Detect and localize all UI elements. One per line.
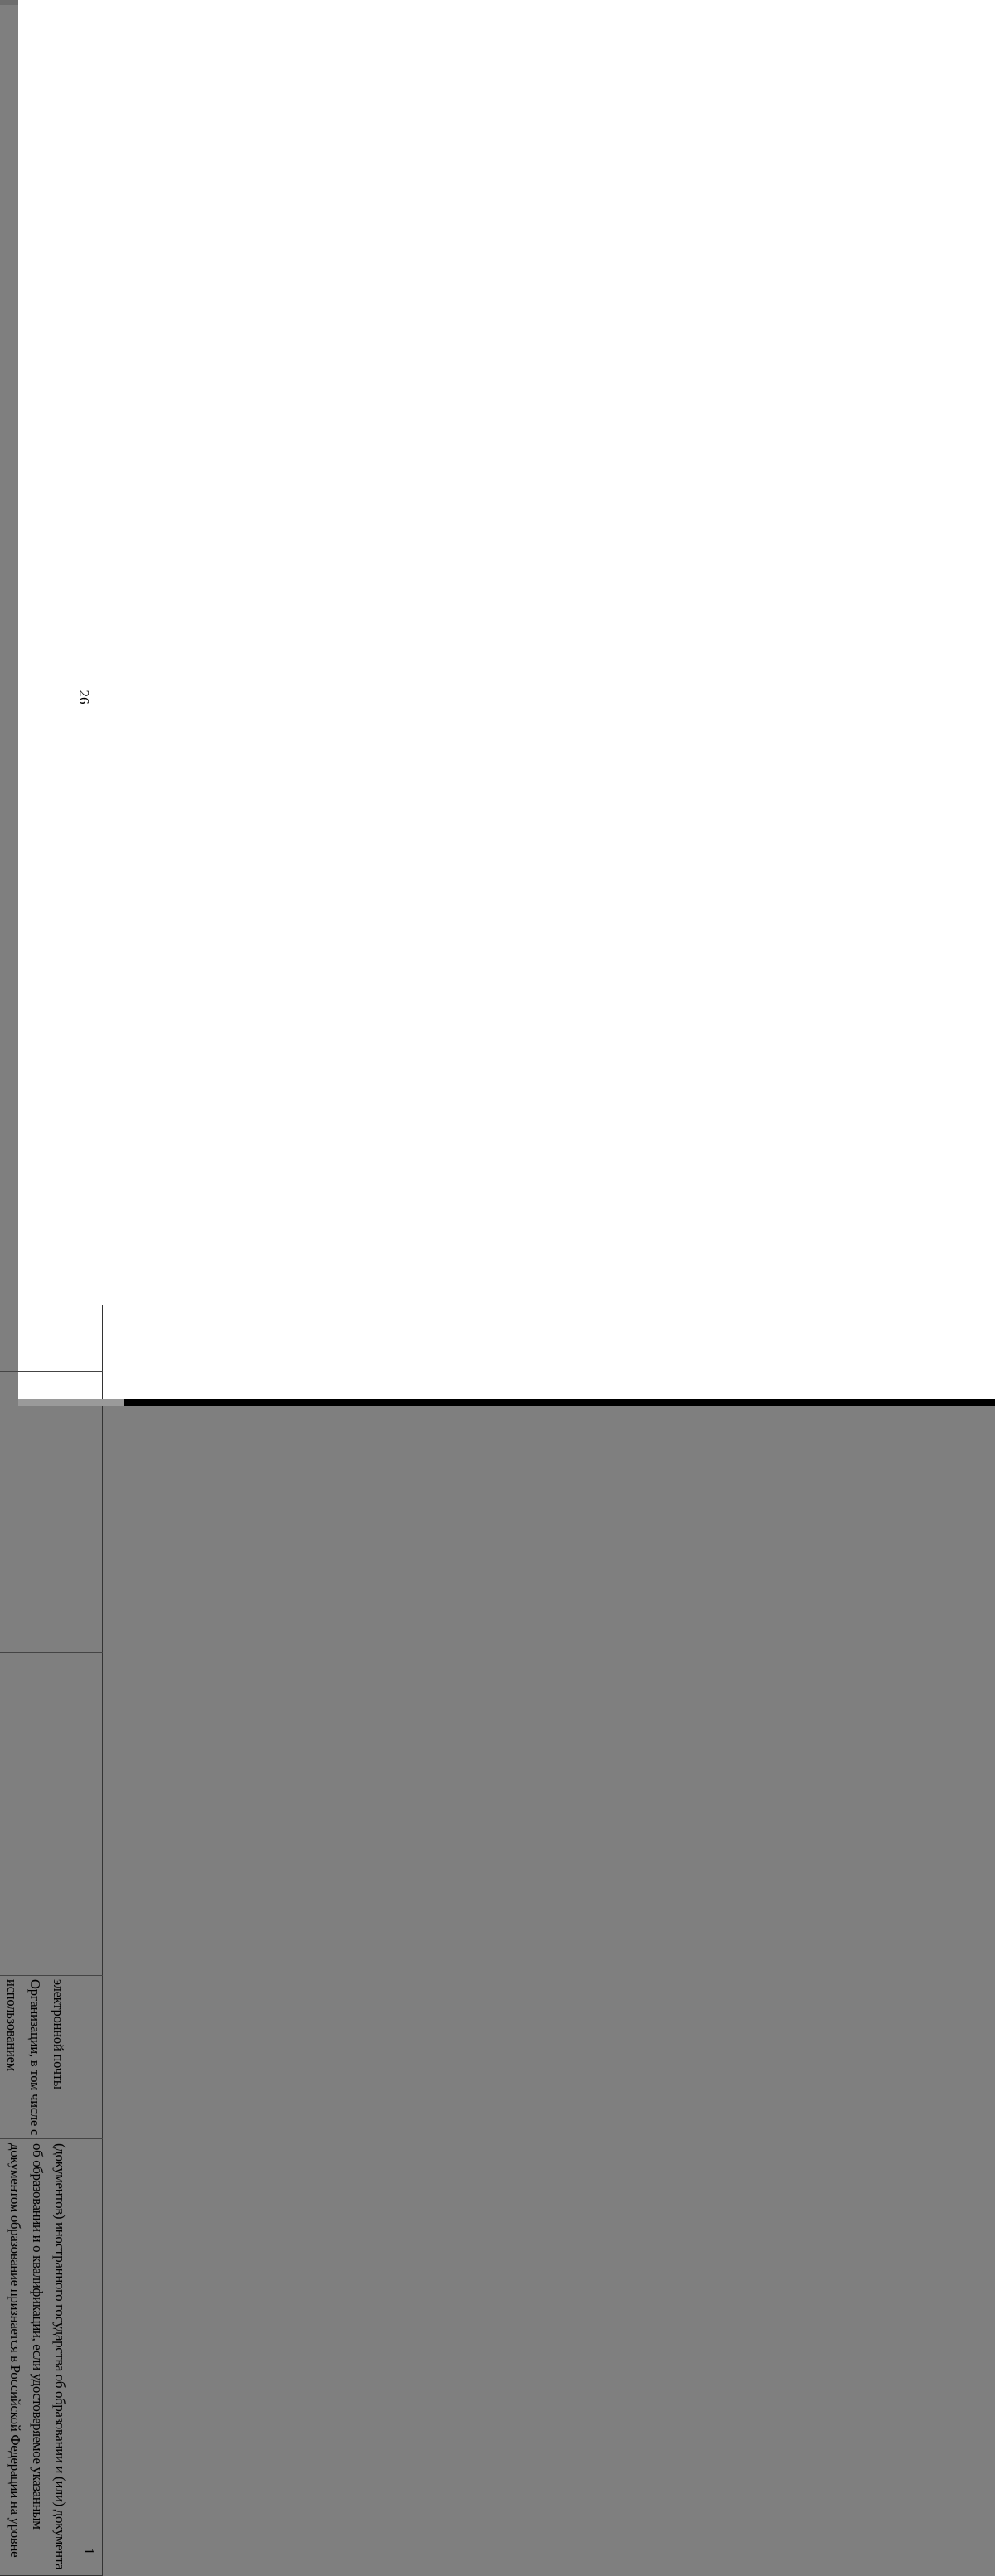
column-divider <box>0 1975 103 1976</box>
document-page <box>18 0 995 1402</box>
rotated-table <box>0 1305 103 2576</box>
viewer-bottom-bar <box>124 1399 995 1406</box>
requirement-cell-a: (документов) иностранного государства об образовании и (или) документа об образовании и о квалификации, если удостоверяемое указанным документом образование признается в Российской Федерации на уровне <box>7 2143 68 2570</box>
column-divider <box>0 1371 103 1372</box>
column-number: 1 <box>81 2548 97 2555</box>
page-number: 26 <box>76 690 92 705</box>
column-divider <box>0 1652 103 1653</box>
channel-email-cell: электронной почты Организации, в том числе с использованием <box>4 1979 66 2136</box>
viewer-bottom-edge <box>18 1399 124 1406</box>
column-divider <box>0 2138 103 2139</box>
